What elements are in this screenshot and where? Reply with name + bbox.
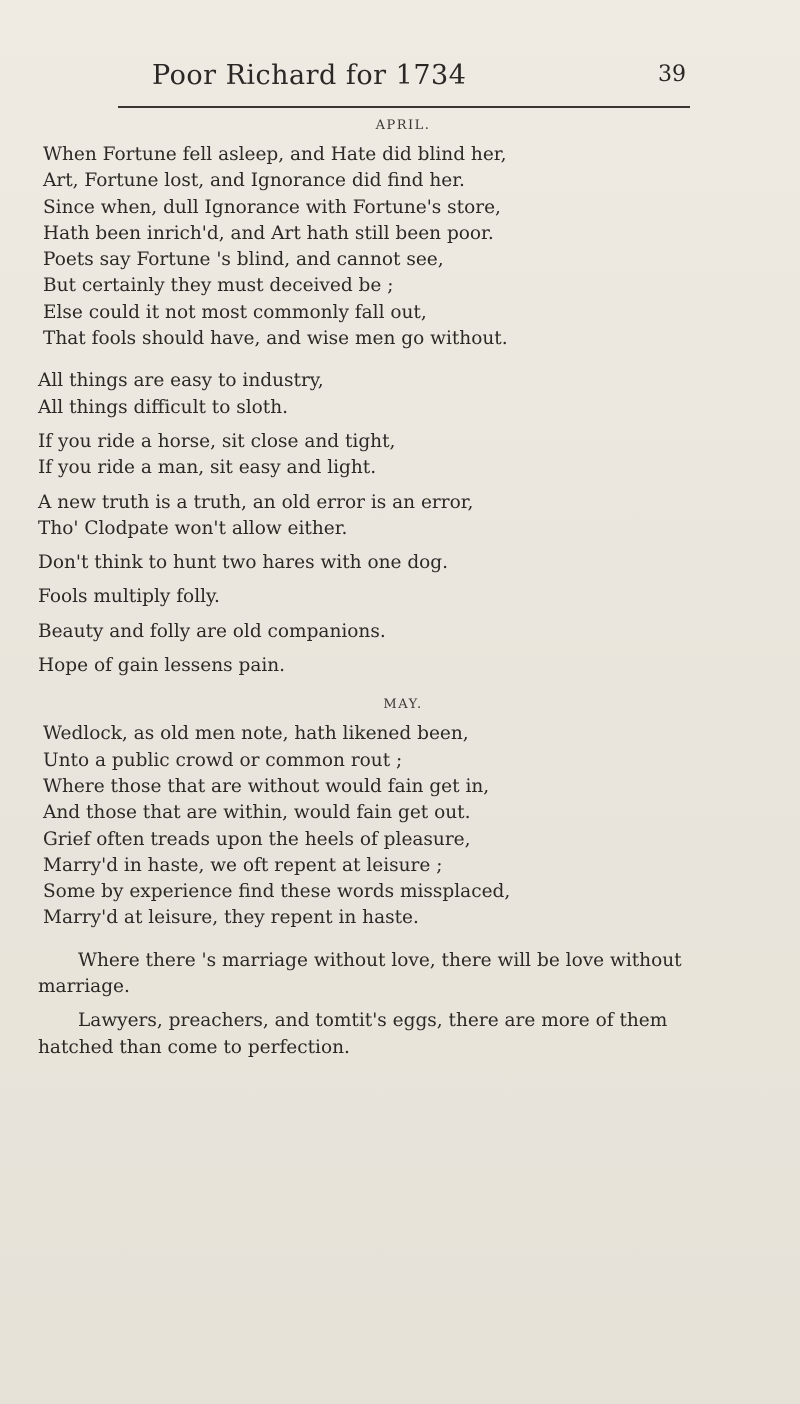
page-number: 39 xyxy=(658,62,686,87)
paragraph: Where there 's marriage without love, there will be love without marriage. xyxy=(38,949,682,998)
verse-line: Hath been inrich'd, and Art hath still been poor. xyxy=(43,222,494,244)
saying-line: Beauty and folly are old companions. xyxy=(38,620,386,642)
saying xyxy=(38,429,768,482)
saying-line: Tho' Clodpate won't allow either. xyxy=(38,517,348,539)
saying-line: A new truth is a truth, an old error is an error, xyxy=(38,491,474,513)
page-content xyxy=(38,116,768,1061)
verse-line: Marry'd in haste, we oft repent at leisure ; xyxy=(43,854,443,876)
may-heading: MAY. xyxy=(383,697,423,713)
saying-line: If you ride a horse, sit close and tight, xyxy=(38,430,396,452)
april-verse xyxy=(38,142,768,352)
saying xyxy=(38,550,768,576)
paragraph: Lawyers, preachers, and tomtit's eggs, there are more of them hatched than come to perfection. xyxy=(38,1010,668,1058)
saying xyxy=(38,490,768,543)
april-heading: APRIL. xyxy=(375,118,431,133)
saying xyxy=(38,368,768,421)
saying-line: Hope of gain lessens pain. xyxy=(38,655,286,677)
saying-line: All things difficult to sloth. xyxy=(38,396,289,418)
verse-line: Since when, dull Ignorance with Fortune's store, xyxy=(43,196,501,218)
verse-line: Some by experience find these words missplaced, xyxy=(43,881,511,903)
verse-line: And those that are within, would fain get out. xyxy=(43,802,471,824)
verse-line: That fools should have, and wise men go without. xyxy=(43,328,508,350)
verse-line: Marry'd at leisure, they repent in haste. xyxy=(43,907,419,929)
saying xyxy=(38,653,768,679)
saying-line: Fools multiply folly. xyxy=(38,586,220,608)
page-header xyxy=(118,60,690,100)
verse-line: Wedlock, as old men note, hath likened been, xyxy=(43,723,469,745)
saying xyxy=(38,584,768,610)
verse-line: Unto a public crowd or common rout ; xyxy=(43,749,403,771)
saying xyxy=(38,619,768,645)
may-verse xyxy=(38,721,768,931)
verse-line: Art, Fortune lost, and Ignorance did find her. xyxy=(43,170,465,192)
saying-line: All things are easy to industry, xyxy=(38,370,324,392)
verse-line: Poets say Fortune 's blind, and cannot see, xyxy=(43,249,444,271)
saying-line: If you ride a man, sit easy and light. xyxy=(38,457,377,479)
verse-line: When Fortune fell asleep, and Hate did blind her, xyxy=(43,144,507,165)
saying-line: Don't think to hunt two hares with one dog. xyxy=(38,552,449,574)
verse-line: But certainly they must deceived be ; xyxy=(43,275,394,297)
running-title: Poor Richard for 1734 xyxy=(152,60,467,91)
verse-line: Else could it not most commonly fall out, xyxy=(43,301,427,323)
header-rule xyxy=(118,106,690,108)
verse-line: Grief often treads upon the heels of pleasure, xyxy=(43,828,471,850)
verse-line: Where those that are without would fain get in, xyxy=(43,775,490,797)
